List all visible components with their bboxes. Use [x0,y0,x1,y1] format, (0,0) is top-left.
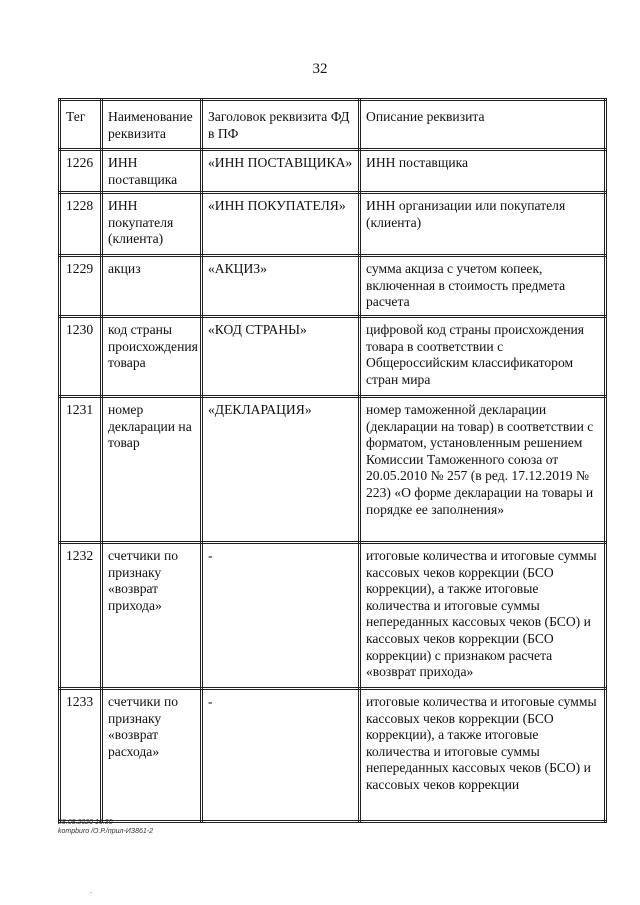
table-row [60,193,606,256]
cell-description: ИНН поставщика [360,150,606,193]
table-row [60,397,606,543]
cell-header: «ДЕКЛАРАЦИЯ» [202,397,360,543]
cell-tag: 1230 [60,317,102,397]
cell-name: ИНН поставщика [102,150,202,193]
cell-tag: 1226 [60,150,102,193]
header-description: Описание реквизита [360,100,606,150]
table-row [60,150,606,193]
cell-description: цифровой код страны происхождения товара в соответствии с Общероссийским классификатором стран мира [360,317,606,397]
cell-description: ИНН организации или покупателя (клиента) [360,193,606,256]
cell-description: итоговые количества и итоговые суммы кассовых чеков коррекции (БСО коррекции), а также итоговые количества и итоговые суммы непереданных кассовых чеков (БСО) и кассовых чеков коррекции [360,689,606,822]
cell-name: ИНН покупателя (клиента) [102,193,202,256]
print-stamp-date: 28.08.2020 16:30 [58,819,113,826]
cell-header: «КОД СТРАНЫ» [202,317,360,397]
cell-name: акциз [102,256,202,317]
cell-description: итоговые количества и итоговые суммы кассовых чеков коррекции (БСО коррекции), а также итоговые количества и итоговые суммы непереданных кассовых чеков (БСО) и кассовых чеков коррекции (БСО коррекции) с признаком расчета «возврат прихода» [360,543,606,689]
header-name: Наименование реквизита [102,100,202,150]
cell-header: «АКЦИЗ» [202,256,360,317]
corner-mark: . [90,886,92,895]
cell-name: код страны происхождения товара [102,317,202,397]
header-tag: Тег [60,100,102,150]
cell-header: «ИНН ПОСТАВЩИКА» [202,150,360,193]
cell-tag: 1228 [60,193,102,256]
print-stamp-file: kompburo /О.Р./прил-ИЗ861-2 [58,828,153,835]
cell-tag: 1233 [60,689,102,822]
cell-name: счетчики по признаку «возврат прихода» [102,543,202,689]
requisites-table [58,98,607,823]
cell-tag: 1229 [60,256,102,317]
cell-name: номер декларации на товар [102,397,202,543]
cell-name: счетчики по признаку «возврат расхода» [102,689,202,822]
cell-tag: 1232 [60,543,102,689]
cell-header: - [202,543,360,689]
cell-description: номер таможенной декларации (декларации на товар) в соответствии с форматом, установленным решением Комиссии Таможенного союза от 20.05.2010 № 257 (в ред. 17.12.2019 № 223) «О форме декларации на товары и порядке ее заполнения» [360,397,606,543]
cell-header: - [202,689,360,822]
print-stamp [58,818,153,836]
page-number: 32 [312,61,328,77]
table-row [60,689,606,822]
cell-tag: 1231 [60,397,102,543]
cell-header: «ИНН ПОКУПАТЕЛЯ» [202,193,360,256]
table-header-row [60,100,606,150]
header-title: Заголовок реквизита ФД в ПФ [202,100,360,150]
table-row [60,543,606,689]
cell-description: сумма акциза с учетом копеек, включенная в стоимость предмета расчета [360,256,606,317]
table-row [60,317,606,397]
table-row [60,256,606,317]
